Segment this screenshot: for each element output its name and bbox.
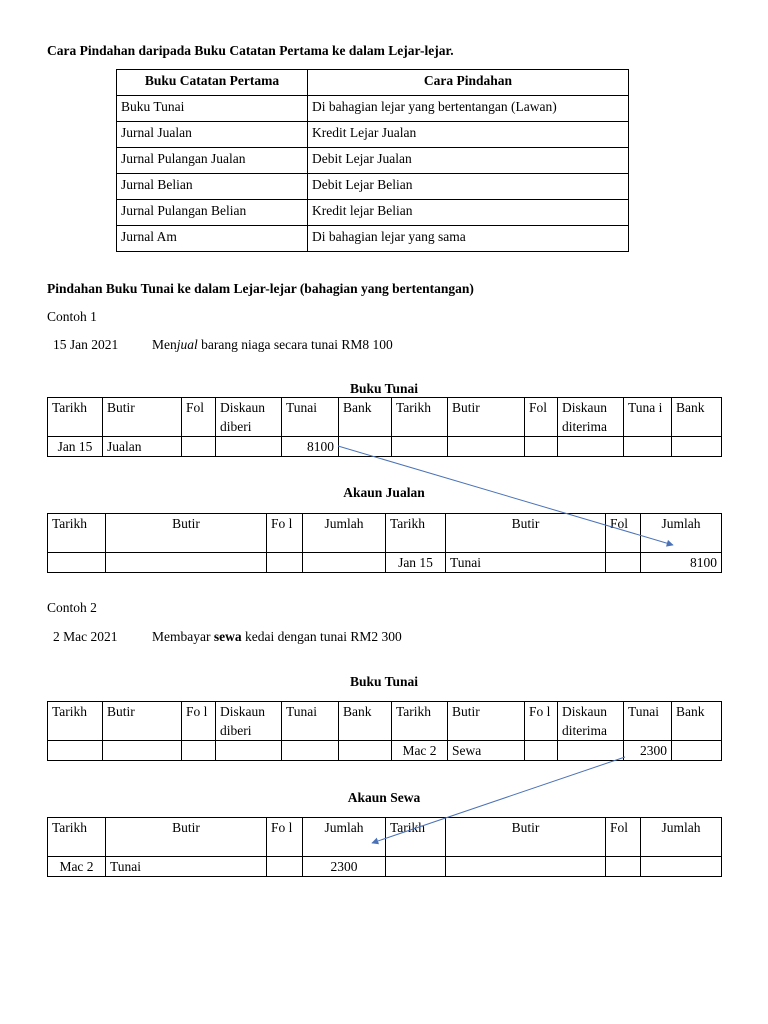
- col-butir-credit: Butir: [448, 702, 525, 741]
- col-bank-credit: Bank: [672, 398, 722, 437]
- example2-ledger-title: Akaun Sewa: [347, 790, 421, 805]
- table-cell: Jurnal Pulangan Jualan: [117, 148, 308, 174]
- col-tarikh: Tarikh: [48, 818, 106, 857]
- col-butir: Butir: [103, 702, 182, 741]
- header-cara-pindahan: Cara Pindahan: [308, 70, 629, 96]
- col-fol: Fo l: [182, 702, 216, 741]
- section-title: Pindahan Buku Tunai ke dalam Lejar-lejar (bahagian yang bertentangan): [47, 281, 474, 296]
- col-tarikh: Tarikh: [48, 514, 106, 553]
- col-tarikh-credit: Tarikh: [392, 702, 448, 741]
- col-butir: Butir: [103, 398, 182, 437]
- col-fol: Fol: [182, 398, 216, 437]
- example1-ledger-title: Akaun Jualan: [343, 485, 425, 500]
- table-cell: Jurnal Am: [117, 226, 308, 252]
- cell-tarikh: Jan 15: [48, 437, 103, 457]
- example2-label: Contoh 2: [47, 600, 97, 615]
- example2-description: Membayar sewa kedai dengan tunai RM2 300: [152, 629, 402, 644]
- col-fol-credit: Fol: [525, 398, 558, 437]
- table-cell: Jurnal Jualan: [117, 122, 308, 148]
- cell-tunai: 8100: [282, 437, 339, 457]
- cell-jumlah-credit: 8100: [641, 553, 722, 573]
- cell-butir-credit: Sewa: [448, 741, 525, 761]
- col-jumlah: Jumlah: [303, 818, 386, 857]
- col-diskaun-diterima: Diskaun diterima: [558, 398, 624, 437]
- table-cell: Jurnal Pulangan Belian: [117, 200, 308, 226]
- table-cell: Di bahagian lejar yang sama: [308, 226, 629, 252]
- col-tunai: Tunai: [282, 702, 339, 741]
- col-bank: Bank: [339, 702, 392, 741]
- col-fol-credit: Fol: [606, 514, 641, 553]
- cell-jumlah: 2300: [303, 857, 386, 877]
- col-bank-credit: Bank: [672, 702, 722, 741]
- table-cell: Kredit Lejar Jualan: [308, 122, 629, 148]
- col-tarikh-credit: Tarikh: [392, 398, 448, 437]
- example1-description: Menjual barang niaga secara tunai RM8 100: [152, 337, 393, 352]
- col-fol-credit: Fol: [606, 818, 641, 857]
- col-tunai-credit: Tunai: [624, 702, 672, 741]
- col-diskaun-diberi: Diskaun diberi: [216, 398, 282, 437]
- cell-butir: Jualan: [103, 437, 182, 457]
- col-bank: Bank: [339, 398, 392, 437]
- cell-tarikh-credit: Mac 2: [392, 741, 448, 761]
- col-tarikh-credit: Tarikh: [386, 818, 446, 857]
- arrow-example1: [338, 446, 673, 545]
- col-tunai: Tunai: [282, 398, 339, 437]
- page-heading: Cara Pindahan daripada Buku Catatan Pertama ke dalam Lejar-lejar.: [47, 43, 454, 58]
- cell-tarikh: Mac 2: [48, 857, 106, 877]
- table-cell: Di bahagian lejar yang bertentangan (Lawan): [308, 96, 629, 122]
- example2-date: 2 Mac 2021: [53, 629, 118, 644]
- cell-butir-credit: Tunai: [446, 553, 606, 573]
- col-jumlah-credit: Jumlah: [641, 818, 722, 857]
- table-cell: Debit Lejar Jualan: [308, 148, 629, 174]
- table-cell: Buku Tunai: [117, 96, 308, 122]
- col-diskaun-diterima: Diskaun diterima: [558, 702, 624, 741]
- cell-butir: Tunai: [106, 857, 267, 877]
- example1-label: Contoh 1: [47, 309, 97, 324]
- header-buku-catatan: Buku Catatan Pertama: [117, 70, 308, 96]
- col-tunai-credit: Tuna i: [624, 398, 672, 437]
- col-butir: Butir: [106, 818, 267, 857]
- col-tarikh: Tarikh: [48, 702, 103, 741]
- col-jumlah-credit: Jumlah: [641, 514, 722, 553]
- example1-date: 15 Jan 2021: [53, 337, 119, 352]
- table-cell: Kredit lejar Belian: [308, 200, 629, 226]
- col-butir-credit: Butir: [446, 514, 606, 553]
- cell-tunai-credit: 2300: [624, 741, 672, 761]
- col-fol: Fo l: [267, 514, 303, 553]
- example1-cashbook-title: Buku Tunai: [350, 381, 418, 396]
- arrow-example2: [372, 757, 625, 843]
- table-cell: Debit Lejar Belian: [308, 174, 629, 200]
- example2-cashbook-title: Buku Tunai: [350, 674, 418, 689]
- col-butir-credit: Butir: [448, 398, 525, 437]
- col-fol: Fo l: [267, 818, 303, 857]
- table-cell: Jurnal Belian: [117, 174, 308, 200]
- col-butir-credit: Butir: [446, 818, 606, 857]
- col-tarikh-credit: Tarikh: [386, 514, 446, 553]
- col-butir: Butir: [106, 514, 267, 553]
- col-fol-credit: Fo l: [525, 702, 558, 741]
- cell-tarikh-credit: Jan 15: [386, 553, 446, 573]
- col-jumlah: Jumlah: [303, 514, 386, 553]
- col-diskaun-diberi: Diskaun diberi: [216, 702, 282, 741]
- col-tarikh: Tarikh: [48, 398, 103, 437]
